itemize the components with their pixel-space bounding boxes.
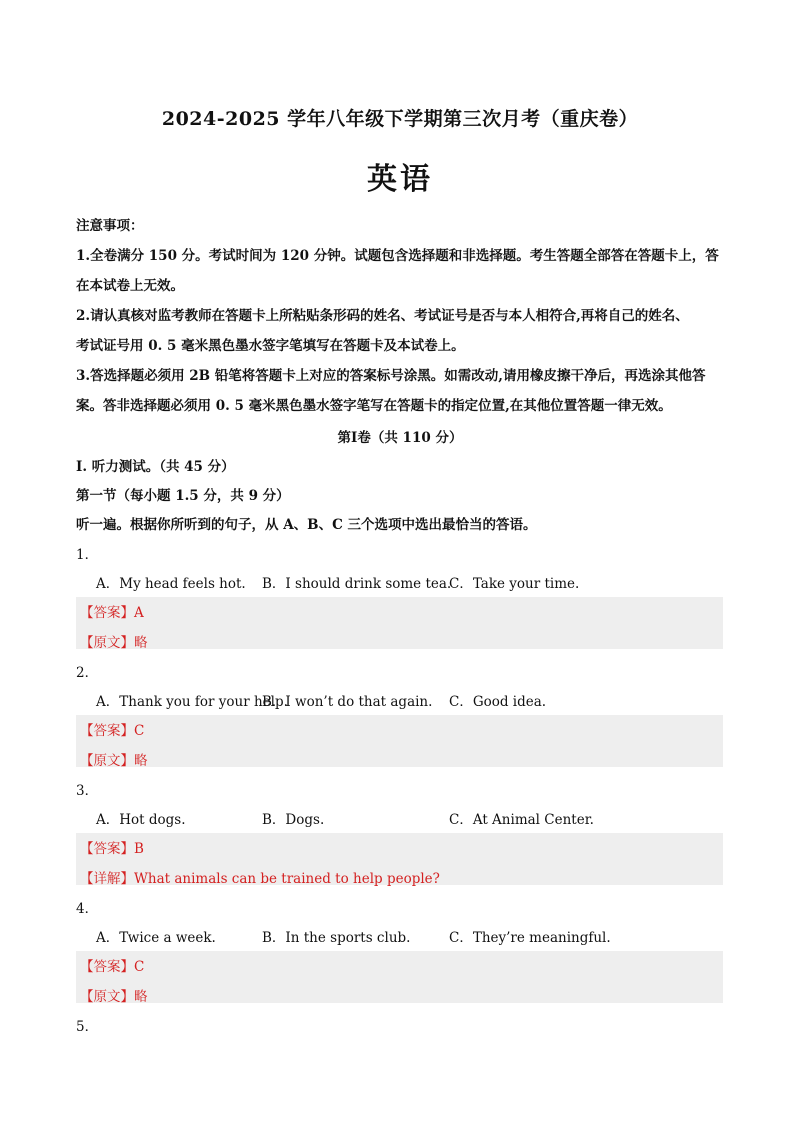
notes-line: 案。答非选择题必须用 0. 5 毫米黑色墨水签字笔写在答题卡的指定位置,在其他位置答题一律无效。: [76, 398, 672, 414]
question-number: 1．: [76, 547, 99, 563]
notes-line: 在本试卷上无效。: [76, 278, 184, 294]
option-b: B．In the sports club.: [262, 930, 411, 946]
notes-line: 1.全卷满分 150 分。考试时间为 120 分钟。试题包含选择题和非选择题。考生答题全部答在答题卡上，答: [76, 248, 719, 264]
notes-heading: 注意事项：: [76, 218, 144, 234]
volume-heading: 第Ⅰ卷（共 110 分）: [337, 430, 463, 446]
question-number: 2．: [76, 665, 99, 681]
part-heading: I. 听力测试。（共 45 分）: [76, 459, 235, 475]
option-b: B．I won’t do that again.: [262, 694, 433, 710]
notes-line: 2.请认真核对监考教师在答题卡上所粘贴条形码的姓名、考试证号是否与本人相符合,再将自己的姓名、: [76, 308, 689, 324]
transcript-text: 【原文】略: [80, 753, 148, 769]
exam-title: 2024-2025 学年八年级下学期第三次月考（重庆卷）: [161, 108, 639, 130]
option-c: C．At Animal Center.: [449, 812, 594, 828]
option-c: C．Take your time.: [449, 576, 580, 592]
answer-box: [76, 715, 723, 767]
answer-text: 【答案】B: [80, 841, 144, 857]
instruction-text: 听一遍。根据你所听到的句子，从 A、B、C 三个选项中选出最恰当的答语。: [76, 517, 537, 533]
subject-title: 英语: [367, 162, 433, 197]
notes-line: 考试证号用 0. 5 毫米黑色墨水签字笔填写在答题卡及本试卷上。: [76, 338, 465, 354]
question-number: 5．: [76, 1019, 99, 1035]
transcript-text: 【原文】略: [80, 635, 148, 651]
sub-heading: 第一节（每小题 1.5 分，共 9 分）: [76, 488, 290, 504]
notes-line: 3.答选择题必须用 2B 铅笔将答题卡上对应的答案标号涂黑。如需改动,请用橡皮擦干净后，再选涂其他答: [76, 368, 706, 384]
answer-text: 【答案】C: [80, 723, 145, 739]
option-a: A．My head feels hot.: [96, 576, 246, 592]
option-c: C．They’re meaningful.: [449, 930, 611, 946]
option-c: C．Good idea.: [449, 694, 547, 710]
option-b: B．I should drink some tea.: [262, 576, 452, 592]
question-number: 3．: [76, 783, 99, 799]
answer-box: [76, 951, 723, 1003]
option-a: A．Twice a week.: [96, 930, 216, 946]
question-number: 4．: [76, 901, 99, 917]
transcript-text: 【原文】略: [80, 989, 148, 1005]
option-a: A．Hot dogs.: [96, 812, 186, 828]
explanation-text: 【详解】What animals can be trained to help people?: [80, 871, 440, 887]
answer-box: [76, 597, 723, 649]
answer-text: 【答案】A: [80, 605, 144, 621]
option-a: A．Thank you for your help.: [96, 694, 288, 710]
answer-text: 【答案】C: [80, 959, 145, 975]
option-b: B．Dogs.: [262, 812, 325, 828]
